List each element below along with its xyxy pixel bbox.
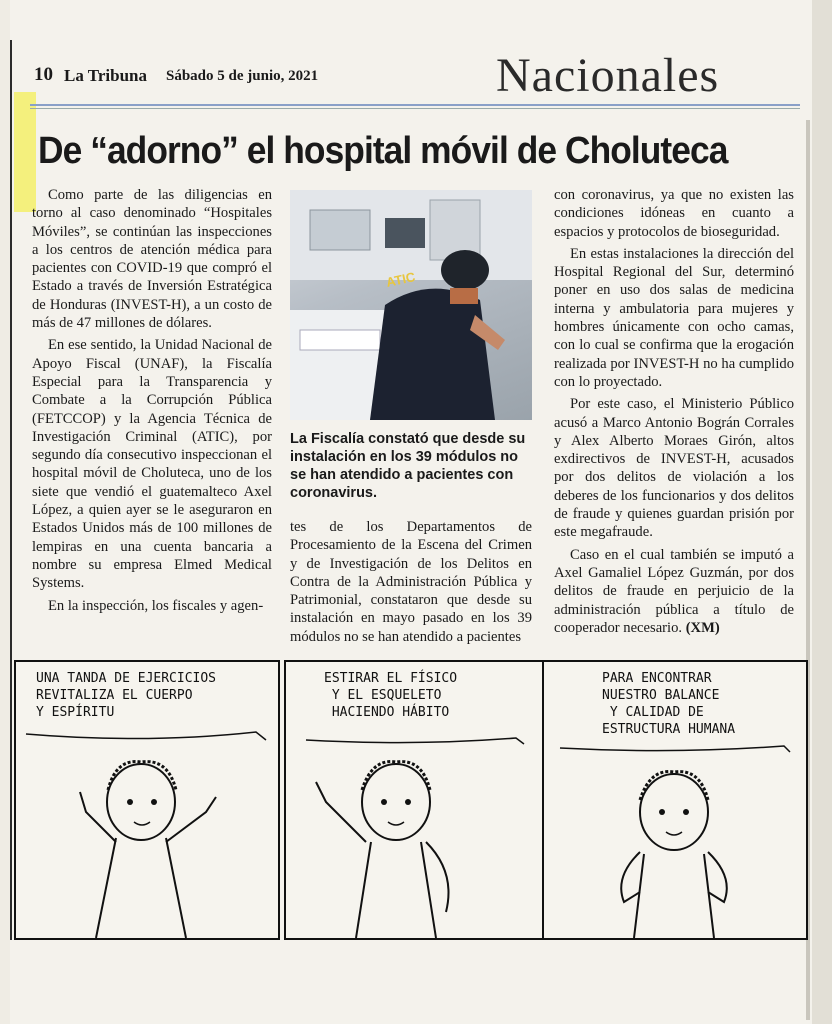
speech-text-3: PARA ENCONTRAR NUESTRO BALANCE Y CALIDAD DE ESTRUCTURA HUMANA — [602, 671, 736, 737]
character-drawing-2 — [286, 662, 548, 938]
comic-panel-2 — [284, 660, 550, 940]
article-headline: De “adorno” el hospital móvil de Choluteca — [38, 130, 728, 172]
speech-text-2: ESTIRAR EL FÍSICO Y EL ESQUELETO HACIENDO HÁBITO — [324, 671, 458, 720]
character-drawing-3 — [544, 662, 806, 938]
header-divider-thin — [30, 108, 800, 109]
comic-strip — [14, 660, 804, 940]
paragraph: Por este caso, el Ministerio Público acusó a Marco Antonio Bográn Corrales y Alex Alberto Moraes Girón, altos exdirectivos de INVEST-H, acusados por dos delitos de violación a los deberes de los funcionarios y dos delitos de fraude y quienes guardan prisión por este megafraude. — [554, 396, 794, 541]
paragraph — [554, 546, 794, 637]
page-edge — [812, 0, 832, 1024]
issue-date: Sábado 5 de junio, 2021 — [166, 68, 319, 84]
paragraph: En estas instalaciones la dirección del Hospital Regional del Sur, determinó poner en uso dos salas de medicina interna y ambulatoria para mujeres y hombres únicamente con ocho camas, con lo cual se confirma que la erogación realizada por INVEST-H no ha cumplido con lo proyectado. — [554, 245, 794, 390]
paragraph: tes de los Departamentos de Procesamiento de la Escena del Crimen y de Investigación de los Delitos en Contra de la Administración Pública y Patrimonial, constataron que desde su instalación en mayo pasado en los 39 módulos no se han atendido a pacientes — [290, 519, 532, 645]
paragraph: con coronavirus, ya que no existen las condiciones idóneas en cuanto a espacios y protocolos de bioseguridad. — [554, 187, 794, 240]
photo-illustration — [290, 190, 532, 420]
article-column-2 — [290, 518, 532, 646]
paragraph: En ese sentido, la Unidad Nacional de Apoyo Fiscal (UNAF), la Fiscalía Especial para la Transparencia y Combate a la Corrupción Pública (FETCCOP) y la Agencia Técnica de Investigación Criminal (ATIC), por segundo día consecutivo inspeccionan el hospital móvil de Choluteca, uno de los siete que vendió el guatemalteco Axel López, a quien ayer se le aseguraron en Estados Unidos más de 100 millones de lempiras en una cuenta bancaria a nombre su empresa Elmed Medical Systems. — [32, 337, 272, 592]
paragraph: En la inspección, los fiscales y agen- — [48, 597, 264, 614]
left-rule — [10, 40, 12, 940]
article-column-3 — [554, 186, 794, 637]
byline: (XM) — [685, 619, 720, 636]
vest-label: ATIC — [384, 269, 417, 290]
comic-panel-1 — [14, 660, 280, 940]
section-title: Nacionales — [496, 49, 720, 102]
newspaper-name: La Tribuna — [64, 66, 147, 85]
article-column-1 — [32, 186, 272, 615]
photo-caption: La Fiscalía constató que desde su instalación en los 39 módulos no se han atendido a pacientes con coronavirus. — [290, 431, 526, 501]
character-drawing-1 — [16, 662, 278, 938]
comic-panel-3 — [542, 660, 808, 940]
page-number: 10 — [34, 64, 53, 85]
paragraph-text: Caso en el cual también se imputó a Axel Gamaliel López Guzmán, por dos delitos de fraude en perjuicio de la administración pública a título de cooperador necesario. — [554, 546, 794, 636]
paragraph: Como parte de las diligencias en torno al caso denominado “Hospitales Móviles”, se continúan las inspecciones a los centros de atención médica para pacientes con COVID-19 que compró el Estado a través de Inversión Estratégica de Honduras (INVEST-H), a un costo de más de 47 millones de dólares. — [32, 187, 272, 332]
article-photo — [290, 190, 532, 420]
speech-text-1: UNA TANDA DE EJERCICIOS REVITALIZA EL CUERPO Y ESPÍRITU — [36, 671, 217, 720]
header-divider — [30, 104, 800, 106]
